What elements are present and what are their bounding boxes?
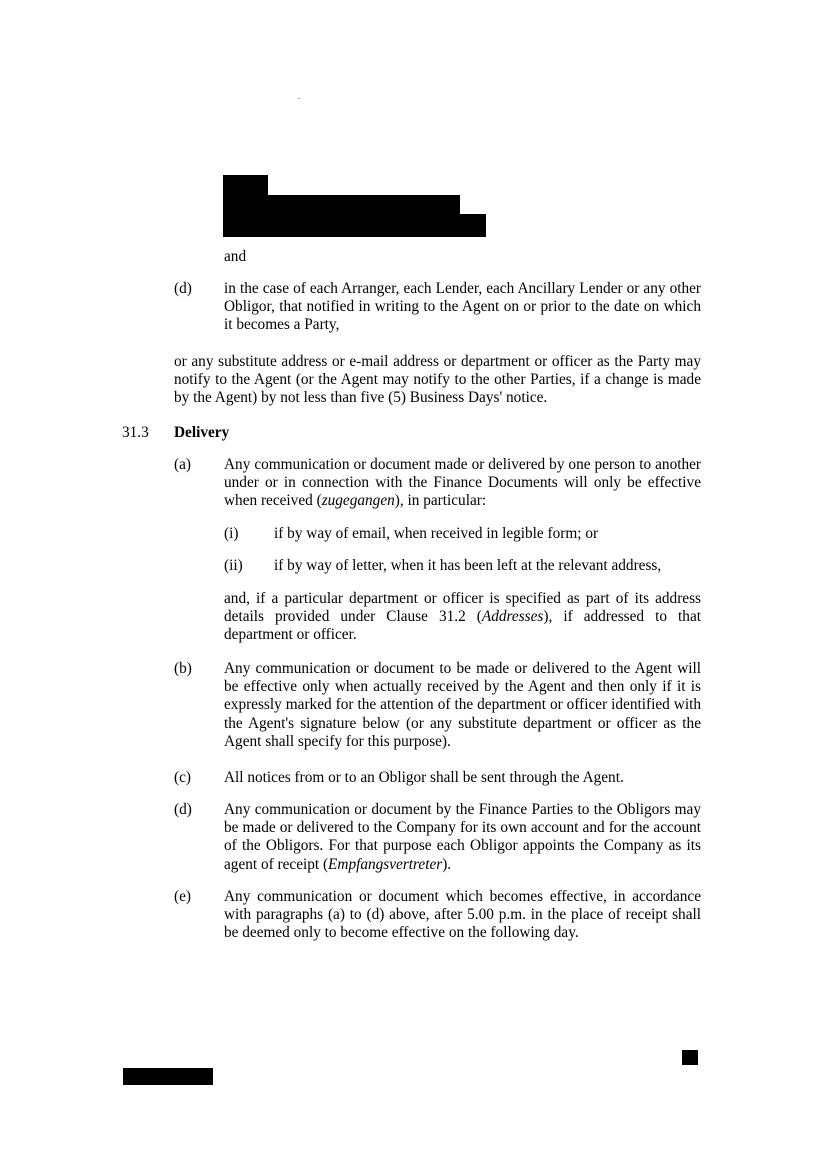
clause-c-text: All notices from or to an Obligor shall be sent through the Agent.	[224, 769, 624, 786]
clause-a-i-label: (i)	[224, 525, 239, 542]
clause-d2-label: (d)	[174, 801, 192, 818]
clause-a-text	[224, 456, 701, 511]
section-title: Delivery	[174, 424, 230, 441]
section-number: 31.3	[122, 424, 149, 441]
clause-a-text-end: ), in particular:	[394, 492, 487, 510]
redaction-block-top-widest	[223, 214, 486, 237]
clause-a-ii-text: if by way of letter, when it has been left at the relevant address,	[274, 557, 662, 574]
redaction-block-page-mark	[682, 1050, 698, 1065]
redaction-block-top-small	[223, 175, 268, 197]
clause-a-italic-term: zugegangen	[321, 492, 395, 510]
clause-a-followup-text	[224, 590, 701, 645]
clause-c-label: (c)	[174, 769, 191, 786]
clause-d2-text-end: ).	[442, 855, 452, 873]
stray-dot-mark: .	[298, 92, 300, 101]
clause-d-text: in the case of each Arranger, each Lender, each Ancillary Lender or any other Obligor, that notified in writing to the Agent on or prior to the date on which it becomes a Party,	[224, 280, 701, 334]
substitute-address-paragraph: or any substitute address or e-mail address or department or officer as the Party may notify to the Agent (or the Agent may notify to the other Parties, if a change is made by the Agent) by not less than five (5) Business Days' notice.	[174, 353, 701, 407]
clause-b-text: Any communication or document to be made or delivered to the Agent will be effective only when actually received by the Agent and then only if it is expressly marked for the attention of the department or officer identified with the Agent's signature below (or any substitute department or officer as the Agent shall specify for this purpose).	[224, 660, 701, 750]
clause-a-ii-label: (ii)	[224, 557, 243, 574]
clause-d-label: (d)	[174, 280, 192, 297]
clause-a-followup-italic: Addresses	[481, 608, 544, 626]
redaction-block-footer	[123, 1068, 213, 1085]
clause-a-text-start: Any communication or document made or delivered by one person to another under or in connection with the Finance Documents will only be effective when received (	[224, 456, 701, 510]
clause-d2-text-start: Any communication or document by the Finance Parties to the Obligors may be made or delivered to the Company for its own account and for the account of the Obligors. For that purpose each Obligor appoints the Company as its agent of receipt (	[224, 801, 701, 873]
clause-e-text: Any communication or document which becomes effective, in accordance with paragraphs (a) to (d) above, after 5.00 p.m. in the place of receipt shall be deemed only to become effective on the following day.	[224, 888, 701, 942]
clause-d2-italic-term: Empfangsvertreter	[328, 855, 443, 873]
clause-a-followup-start: and, if a particular department or officer is specified as part of its address details provided under Clause 31.2 (	[224, 590, 701, 626]
clause-d2-text	[224, 801, 701, 874]
clause-e-label: (e)	[174, 888, 191, 905]
clause-a-label: (a)	[174, 456, 191, 473]
connector-and: and	[224, 248, 247, 265]
redaction-block-top-wide	[223, 195, 460, 215]
clause-a-followup-end: ), if addressed to that department or officer.	[224, 608, 701, 644]
clause-b-label: (b)	[174, 660, 192, 677]
clause-a-i-text: if by way of email, when received in legible form; or	[274, 525, 599, 542]
